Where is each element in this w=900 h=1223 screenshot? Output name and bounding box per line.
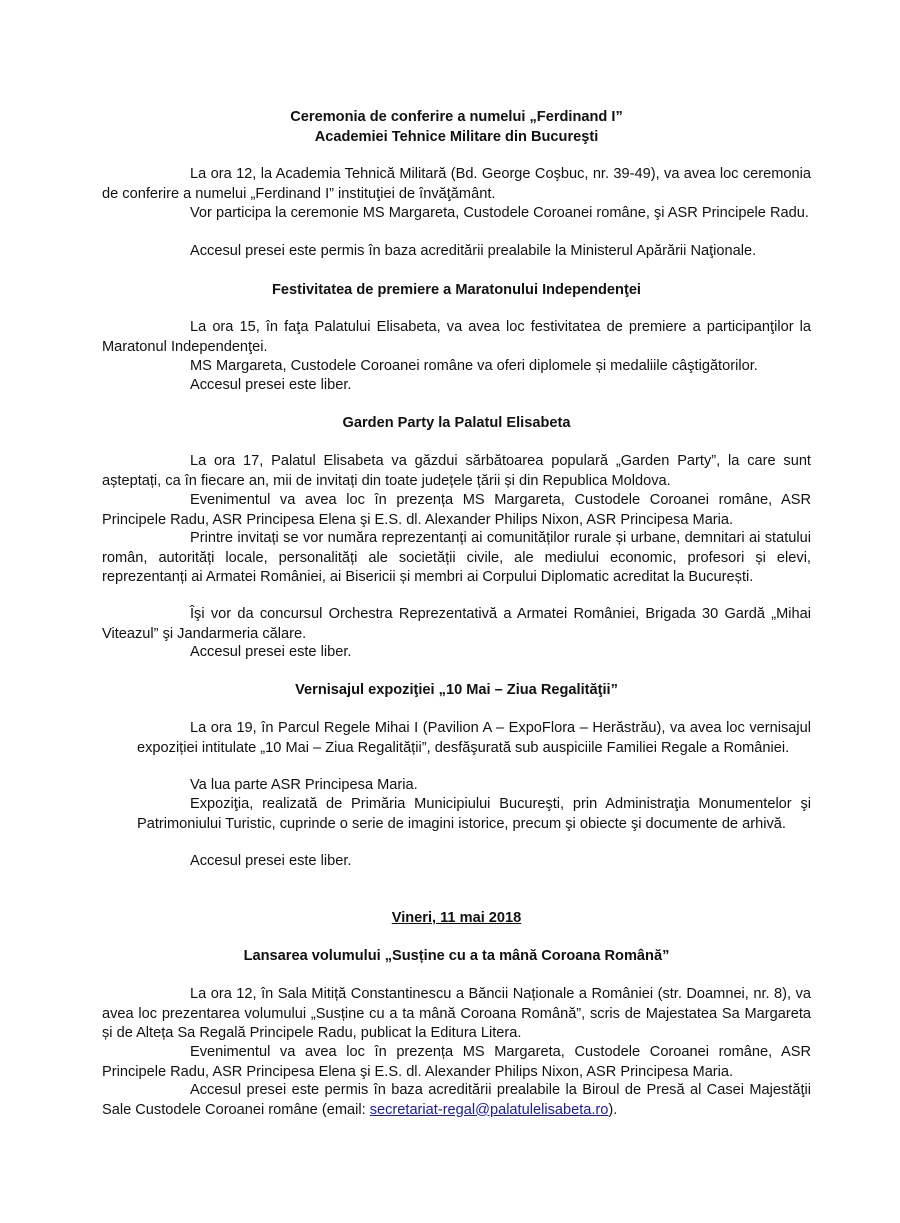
paragraph: La ora 12, în Sala Mitiță Constantinescu a Băncii Naționale a României (str. Doamnei, nr. 8), va avea loc prezentarea volumului „Susține cu a ta mână Coroana Română”, scris de Majestatea Sa Margareta și de Alteța Sa Regală Principele Radu, publicat la Editura Litera. bbox=[102, 986, 811, 1041]
section-title-marathon: Festivitatea de premiere a Maratonului Independenţei bbox=[272, 282, 641, 298]
paragraph: Expoziţia, realizată de Primăria Municipiului Bucureşti, prin Administraţia Monumentelor şi Patrimoniului Turistic, cuprinde o serie de imagini istorice, precum şi obiecte şi documente de arhivă. bbox=[137, 796, 811, 832]
date-heading: Vineri, 11 mai 2018 bbox=[391, 910, 522, 926]
paragraph: La ora 17, Palatul Elisabeta va găzdui sărbătoarea populară „Garden Party”, la care sunt așteptați, ca în fiecare an, mii de invitați din toate județele țării și din Republica Moldova. bbox=[102, 453, 811, 489]
paragraph: Accesul presei este permis în baza acreditării prealabile la Ministerul Apărării Naţionale. bbox=[190, 243, 757, 259]
paragraph: Îşi vor da concursul Orchestra Reprezentativă a Armatei României, Brigada 30 Gardă „Mihai Viteazul” şi Jandarmeria călare. bbox=[102, 606, 811, 642]
paragraph: La ora 12, la Academia Tehnică Militară (Bd. George Coşbuc, nr. 39-49), va avea loc ceremonia de conferire a numelui „Ferdinand I” instituţiei de învăţământ. bbox=[102, 166, 811, 202]
paragraph-press-access bbox=[102, 1081, 811, 1120]
paragraph: La ora 15, în faţa Palatului Elisabeta, va avea loc festivitatea de premiere a participanţilor la Maratonul Independenţei. bbox=[102, 319, 811, 355]
paragraph: Evenimentul va avea loc în prezența MS Margareta, Custodele Coroanei române, ASR Principele Radu, ASR Principesa Elena şi E.S. dl. Alexander Philips Nixon, ASR Principesa Maria. bbox=[102, 1044, 811, 1080]
paragraph-end: ). bbox=[608, 1101, 618, 1118]
paragraph: Accesul presei este liber. bbox=[190, 853, 352, 869]
section-title-ceremony bbox=[102, 108, 811, 147]
email-link[interactable]: secretariat-regal@palatulelisabeta.ro bbox=[369, 1101, 609, 1118]
paragraph: Accesul presei este liber. bbox=[190, 644, 352, 660]
paragraph: MS Margareta, Custodele Coroanei române va oferi diplomele și medaliile câştigătorilor. bbox=[190, 358, 758, 374]
section-title-exhibition: Vernisajul expoziţiei „10 Mai – Ziua Regalităţii” bbox=[295, 682, 618, 698]
paragraph-text: Accesul presei este permis în baza acreditării prealabile la Biroul de Presă al Casei Majestăţii Sale Custodele Coroanei române (email: bbox=[102, 1082, 811, 1118]
section-title-book-launch: Lansarea volumului „Susține cu a ta mână Coroana Română” bbox=[243, 948, 670, 964]
paragraph: Vor participa la ceremonie MS Margareta, Custodele Coroanei române, şi ASR Principele Radu. bbox=[190, 205, 809, 221]
section-title-line-2: Academiei Tehnice Militare din Bucureşti bbox=[314, 128, 599, 145]
paragraph: Evenimentul va avea loc în prezența MS Margareta, Custodele Coroanei române, ASR Principele Radu, ASR Principesa Elena şi E.S. dl. Alexander Philips Nixon, ASR Principesa Maria. bbox=[102, 492, 811, 528]
paragraph: Accesul presei este liber. bbox=[190, 377, 352, 393]
paragraph: Va lua parte ASR Principesa Maria. bbox=[190, 777, 418, 793]
paragraph: Printre invitați se vor număra reprezentanți ai comunităților rurale și urbane, demnitari ai statului român, autorități locale, personalități ale societății civile, ale mediului economic, profesori și elevi, reprezentanți ai Armatei României, ai Bisericii și membri ai Corpului Diplomatic acreditat la București. bbox=[102, 530, 811, 585]
section-title-line-1: Ceremonia de conferire a numelui „Ferdinand I” bbox=[290, 109, 623, 125]
section-title-garden-party: Garden Party la Palatul Elisabeta bbox=[342, 415, 571, 431]
paragraph: La ora 19, în Parcul Regele Mihai I (Pavilion A – ExpoFlora – Herăstrău), va avea loc vernisajul expoziției intitulate „10 Mai – Ziua Regalității”, desfăşurată sub auspiciile Familiei Regale a României. bbox=[137, 720, 811, 756]
